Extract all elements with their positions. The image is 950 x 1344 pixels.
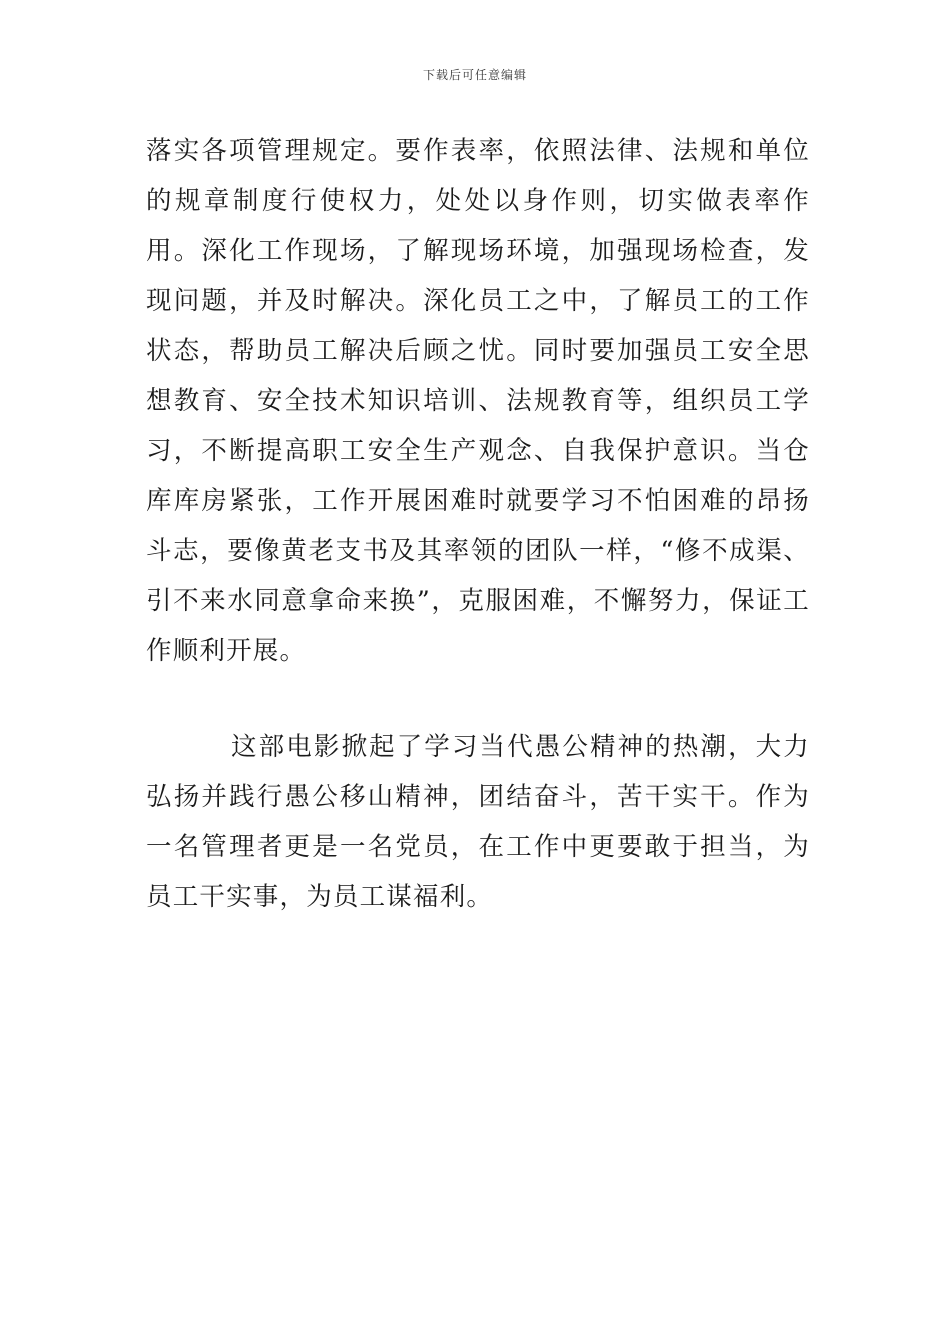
body-paragraph-2: 这部电影掀起了学习当代愚公精神的热潮，大力弘扬并践行愚公移山精神，团结奋斗，苦干实干。作为一名管理者更是一名党员，在工作中更要敢于担当，为员工干实事，为员工谋福利。	[146, 732, 810, 912]
page-header-note: 下载后可任意编辑	[422, 68, 527, 82]
body-paragraph-1: 落实各项管理规定。要作表率，依照法律、法规和单位的规章制度行使权力，处处以身作则，切实做表率作用。深化工作现场，了解现场环境，加强现场检查，发现问题，并及时解决。深化员工之中，了解员工的工作状态，帮助员工解决后顾之忧。同时要加强员工安全思想教育、安全技术知识培训、法规教育等，组织员工学习，不断提高职工安全生产观念、自我保护意识。当仓库库房紧张，工作开展困难时就要学习不怕困难的昂扬斗志，要像黄老支书及其率领的团队一样，“修不成渠、引不来水同意拿命来换”，克服困难，不懈努力，保证工作顺利开展。	[146, 136, 810, 666]
